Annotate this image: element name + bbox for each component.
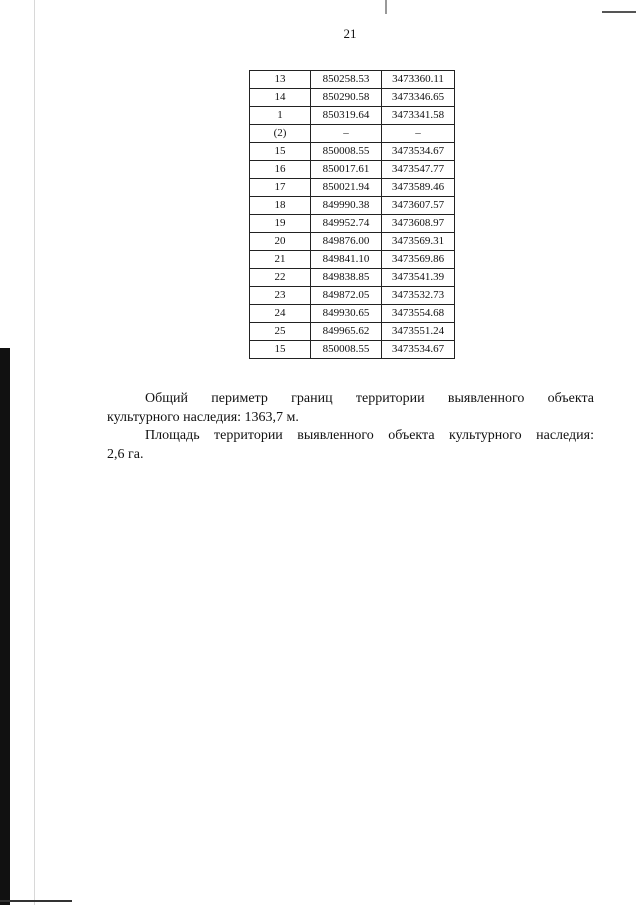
table-row bbox=[250, 323, 455, 341]
x-coordinate-cell: 849841.10 bbox=[311, 251, 382, 269]
table-row bbox=[250, 161, 455, 179]
point-number-cell: (2) bbox=[250, 125, 311, 143]
y-coordinate-cell: 3473607.57 bbox=[382, 197, 455, 215]
area-line-2: 2,6 га. bbox=[107, 447, 144, 462]
table-row bbox=[250, 197, 455, 215]
x-coordinate-cell: 850021.94 bbox=[311, 179, 382, 197]
scan-top-mark bbox=[602, 11, 636, 13]
point-number-cell: 14 bbox=[250, 89, 311, 107]
area-line-1: Площадь территории выявленного объекта культурного наследия: bbox=[145, 428, 594, 443]
table-row bbox=[250, 341, 455, 359]
table-row bbox=[250, 89, 455, 107]
y-coordinate-cell: 3473532.73 bbox=[382, 287, 455, 305]
point-number-cell: 21 bbox=[250, 251, 311, 269]
y-coordinate-cell: 3473589.46 bbox=[382, 179, 455, 197]
table-row bbox=[250, 107, 455, 125]
x-coordinate-cell: 850008.55 bbox=[311, 341, 382, 359]
point-number-cell: 15 bbox=[250, 143, 311, 161]
y-coordinate-cell: 3473534.67 bbox=[382, 341, 455, 359]
y-coordinate-cell: 3473569.86 bbox=[382, 251, 455, 269]
point-number-cell: 24 bbox=[250, 305, 311, 323]
table-row bbox=[250, 71, 455, 89]
scan-edge-shadow bbox=[0, 348, 10, 905]
table-row bbox=[250, 143, 455, 161]
scan-edge-line bbox=[34, 0, 35, 905]
x-coordinate-cell: 849952.74 bbox=[311, 215, 382, 233]
table-row bbox=[250, 287, 455, 305]
page-number: 21 bbox=[343, 26, 357, 41]
x-coordinate-cell: 850008.55 bbox=[311, 143, 382, 161]
y-coordinate-cell: 3473608.97 bbox=[382, 215, 455, 233]
point-number-cell: 18 bbox=[250, 197, 311, 215]
y-coordinate-cell: 3473569.31 bbox=[382, 233, 455, 251]
point-number-cell: 1 bbox=[250, 107, 311, 125]
x-coordinate-cell: 849930.65 bbox=[311, 305, 382, 323]
point-number-cell: 15 bbox=[250, 341, 311, 359]
x-coordinate-cell: – bbox=[311, 125, 382, 143]
x-coordinate-cell: 850258.53 bbox=[311, 71, 382, 89]
y-coordinate-cell: 3473541.39 bbox=[382, 269, 455, 287]
perimeter-paragraph bbox=[107, 389, 594, 427]
table-row bbox=[250, 179, 455, 197]
perimeter-line-1: Общий периметр границ территории выявленного объекта bbox=[145, 391, 594, 406]
point-number-cell: 25 bbox=[250, 323, 311, 341]
x-coordinate-cell: 850319.64 bbox=[311, 107, 382, 125]
coordinates-table bbox=[249, 70, 455, 359]
x-coordinate-cell: 850290.58 bbox=[311, 89, 382, 107]
point-number-cell: 22 bbox=[250, 269, 311, 287]
x-coordinate-cell: 849876.00 bbox=[311, 233, 382, 251]
x-coordinate-cell: 849872.05 bbox=[311, 287, 382, 305]
table-row bbox=[250, 215, 455, 233]
table-row bbox=[250, 269, 455, 287]
table-row bbox=[250, 305, 455, 323]
point-number-cell: 20 bbox=[250, 233, 311, 251]
x-coordinate-cell: 849990.38 bbox=[311, 197, 382, 215]
point-number-cell: 13 bbox=[250, 71, 311, 89]
scan-bottom-line bbox=[0, 900, 72, 902]
x-coordinate-cell: 849838.85 bbox=[311, 269, 382, 287]
y-coordinate-cell: 3473534.67 bbox=[382, 143, 455, 161]
area-paragraph bbox=[107, 426, 594, 464]
coordinates-table-body bbox=[250, 71, 455, 359]
point-number-cell: 23 bbox=[250, 287, 311, 305]
y-coordinate-cell: 3473547.77 bbox=[382, 161, 455, 179]
y-coordinate-cell: 3473341.58 bbox=[382, 107, 455, 125]
y-coordinate-cell: 3473551.24 bbox=[382, 323, 455, 341]
x-coordinate-cell: 849965.62 bbox=[311, 323, 382, 341]
y-coordinate-cell: 3473360.11 bbox=[382, 71, 455, 89]
table-row bbox=[250, 251, 455, 269]
y-coordinate-cell: 3473554.68 bbox=[382, 305, 455, 323]
table-row bbox=[250, 233, 455, 251]
perimeter-line-2: культурного наследия: 1363,7 м. bbox=[107, 410, 299, 425]
scan-top-dash bbox=[385, 0, 387, 14]
point-number-cell: 16 bbox=[250, 161, 311, 179]
x-coordinate-cell: 850017.61 bbox=[311, 161, 382, 179]
y-coordinate-cell: 3473346.65 bbox=[382, 89, 455, 107]
point-number-cell: 19 bbox=[250, 215, 311, 233]
y-coordinate-cell: – bbox=[382, 125, 455, 143]
table-row bbox=[250, 125, 455, 143]
point-number-cell: 17 bbox=[250, 179, 311, 197]
